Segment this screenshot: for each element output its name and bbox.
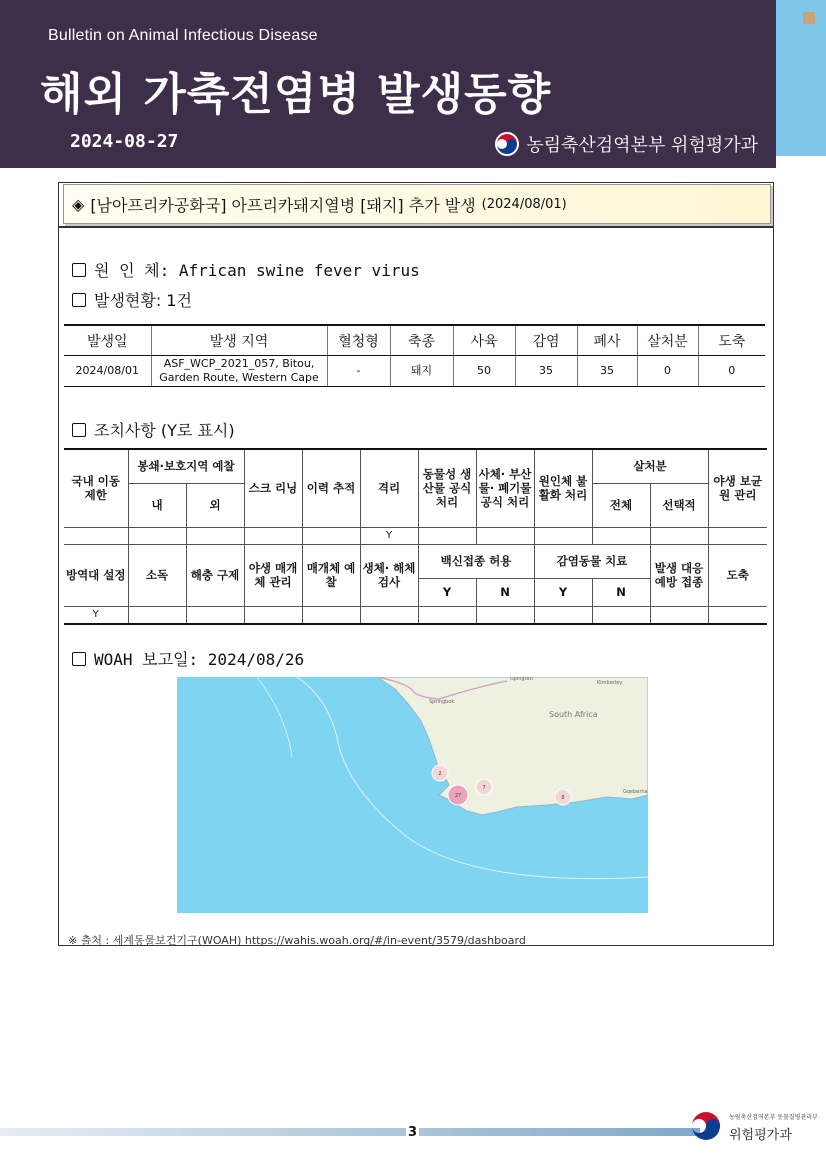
header-wild-vector: 야생 매개체 관리 xyxy=(244,544,302,606)
map-label-country: South Africa xyxy=(549,710,598,719)
value-cell xyxy=(244,606,302,624)
report-heading xyxy=(63,184,771,224)
header-quarantine: 격리 xyxy=(360,449,418,527)
col-header: 사육 xyxy=(453,325,515,356)
value-cell xyxy=(418,527,476,544)
taegeuk-logo-icon xyxy=(494,131,520,157)
map-label-town-n: Upington xyxy=(510,677,533,682)
header-inactivation: 원인체 불활화 처리 xyxy=(534,449,592,527)
header-vaccine-n: N xyxy=(476,578,534,606)
value-cell xyxy=(476,527,534,544)
footer-org-small: 농림축산검역본부 동물질병관리부 xyxy=(729,1114,818,1121)
header-cull-all: 전체 xyxy=(592,483,650,527)
measures-header-row-2 xyxy=(64,544,767,578)
col-header: 혈청형 xyxy=(327,325,390,356)
cluster-marker[interactable] xyxy=(555,789,571,805)
checkbox-square-icon xyxy=(72,263,86,277)
value-cell xyxy=(592,527,650,544)
value-cell: Y xyxy=(360,527,418,544)
col-header: 발생 지역 xyxy=(151,325,327,356)
table-cell: 35 xyxy=(577,356,637,387)
header-cull-selective: 선택적 xyxy=(650,483,708,527)
header-org-label: 농림축산검역본부 위험평가과 xyxy=(526,135,758,156)
header-vaccine-y: Y xyxy=(418,578,476,606)
heading-divider xyxy=(58,226,774,228)
cluster-count: 27 xyxy=(454,793,462,799)
measures-line xyxy=(72,418,235,441)
header-zone-in: 내 xyxy=(128,483,186,527)
col-header: 도축 xyxy=(698,325,765,356)
table-cell: 0 xyxy=(637,356,698,387)
status-text: 발생현황: 1건 xyxy=(94,291,192,310)
header-movement: 국내 이동 제한 xyxy=(64,449,128,527)
table-cell: 2024/08/01 xyxy=(64,356,151,387)
header-treatment-n: N xyxy=(592,578,650,606)
table-cell: - xyxy=(327,356,390,387)
table-cell: ASF_WCP_2021_057, Bitou, Garden Route, Western Cape xyxy=(151,356,327,387)
side-accent-bar xyxy=(776,0,826,156)
table-row xyxy=(64,356,765,387)
table-cell: 35 xyxy=(515,356,577,387)
map-label-town-nw: Springbok xyxy=(429,699,455,705)
header-buffer: 방역대 설정 xyxy=(64,544,128,606)
header-prevent-vax: 발생 대응 예방 접종 xyxy=(650,544,708,606)
footer-org: 위험평가과 xyxy=(729,1128,792,1143)
header-product: 동물성 생산물 공식 처리 xyxy=(418,449,476,527)
footer-line xyxy=(0,1128,700,1136)
value-cell xyxy=(302,527,360,544)
header-zone: 봉쇄·보호지역 예찰 xyxy=(128,449,244,483)
value-cell xyxy=(128,606,186,624)
header-zone-out: 외 xyxy=(186,483,244,527)
map-canvas xyxy=(177,677,648,913)
col-header: 살처분 xyxy=(637,325,698,356)
value-cell xyxy=(418,606,476,624)
header-vector-surveillance: 매개체 예찰 xyxy=(302,544,360,606)
woah-line xyxy=(72,647,304,670)
cluster-count: 7 xyxy=(482,785,486,791)
header-trace: 이력 추적 xyxy=(302,449,360,527)
cluster-marker[interactable] xyxy=(432,765,448,781)
measures-text: 조치사항 (Y로 표시) xyxy=(94,421,235,440)
outbreak-table xyxy=(64,324,765,387)
heading-text: [남아프리카공화국] 아프리카돼지열병 [돼지] 추가 발생 xyxy=(90,195,476,215)
value-cell xyxy=(360,606,418,624)
taegeuk-footer-icon xyxy=(688,1108,724,1144)
page-title: 해외 가축전염병 발생동향 xyxy=(40,69,552,120)
map-label-town-ne: Kimberley xyxy=(597,680,623,686)
checkbox-square-icon xyxy=(72,293,86,307)
measures-value-row xyxy=(64,527,767,544)
value-cell xyxy=(650,527,708,544)
col-header: 감염 xyxy=(515,325,577,356)
checkbox-square-icon xyxy=(72,423,86,437)
value-cell xyxy=(302,606,360,624)
value-cell xyxy=(708,606,767,624)
value-cell xyxy=(186,606,244,624)
header-pest: 해충 구제 xyxy=(186,544,244,606)
value-cell xyxy=(244,527,302,544)
agent-text: 원 인 체: African swine fever virus xyxy=(94,261,420,280)
value-cell xyxy=(650,606,708,624)
outbreak-map[interactable] xyxy=(177,677,648,913)
heading-date: (2024/08/01) xyxy=(481,196,567,212)
header-treatment: 감염동물 치료 xyxy=(534,544,650,578)
col-header: 폐사 xyxy=(577,325,637,356)
source-citation: ※ 출처 : 세계동물보건기구(WOAH) https://wahis.woah.org/#/in-event/3579/dashboard xyxy=(68,934,526,947)
measures-value-row-2 xyxy=(64,606,767,624)
table-cell: 50 xyxy=(453,356,515,387)
side-accent-square xyxy=(803,12,815,24)
col-header: 축종 xyxy=(390,325,453,356)
page-number: 3 xyxy=(408,1125,418,1140)
table-cell: 돼지 xyxy=(390,356,453,387)
value-cell xyxy=(64,527,128,544)
outbreak-header-row xyxy=(64,325,765,356)
value-cell xyxy=(534,606,592,624)
value-cell xyxy=(592,606,650,624)
value-cell xyxy=(534,527,592,544)
header-body-test: 생체· 해체 검사 xyxy=(360,544,418,606)
value-cell xyxy=(128,527,186,544)
header-screening: 스크 리닝 xyxy=(244,449,302,527)
cluster-marker[interactable] xyxy=(448,785,468,805)
header-disinfect: 소독 xyxy=(128,544,186,606)
measures-table xyxy=(64,448,767,625)
cluster-count: 2 xyxy=(438,771,442,777)
header-wild: 야생 보균원 관리 xyxy=(708,449,767,527)
value-cell xyxy=(186,527,244,544)
header-carcass: 사체· 부산물· 폐기물 공식 처리 xyxy=(476,449,534,527)
bulletin-date: 2024-08-27 xyxy=(70,131,179,152)
status-line xyxy=(72,288,192,311)
heading-bullet-icon: ◈ xyxy=(72,194,85,214)
header-treatment-y: Y xyxy=(534,578,592,606)
measures-header-row xyxy=(64,449,767,483)
agent-line xyxy=(72,258,420,281)
header-culling: 살처분 xyxy=(592,449,708,483)
checkbox-square-icon xyxy=(72,652,86,666)
header-slaughter: 도축 xyxy=(708,544,767,606)
value-cell xyxy=(476,606,534,624)
cluster-count: 8 xyxy=(561,795,565,801)
col-header: 발생일 xyxy=(64,325,151,356)
header-banner xyxy=(0,0,776,168)
header-vaccine: 백신접종 허용 xyxy=(418,544,534,578)
map-label-town-e: Gqeberha xyxy=(623,789,648,795)
header-org xyxy=(494,131,758,157)
table-cell: 0 xyxy=(698,356,765,387)
cluster-marker[interactable] xyxy=(476,779,492,795)
value-cell: Y xyxy=(64,606,128,624)
woah-text: WOAH 보고일: 2024/08/26 xyxy=(94,650,305,669)
value-cell xyxy=(708,527,767,544)
header-subtitle: Bulletin on Animal Infectious Disease xyxy=(48,27,318,44)
